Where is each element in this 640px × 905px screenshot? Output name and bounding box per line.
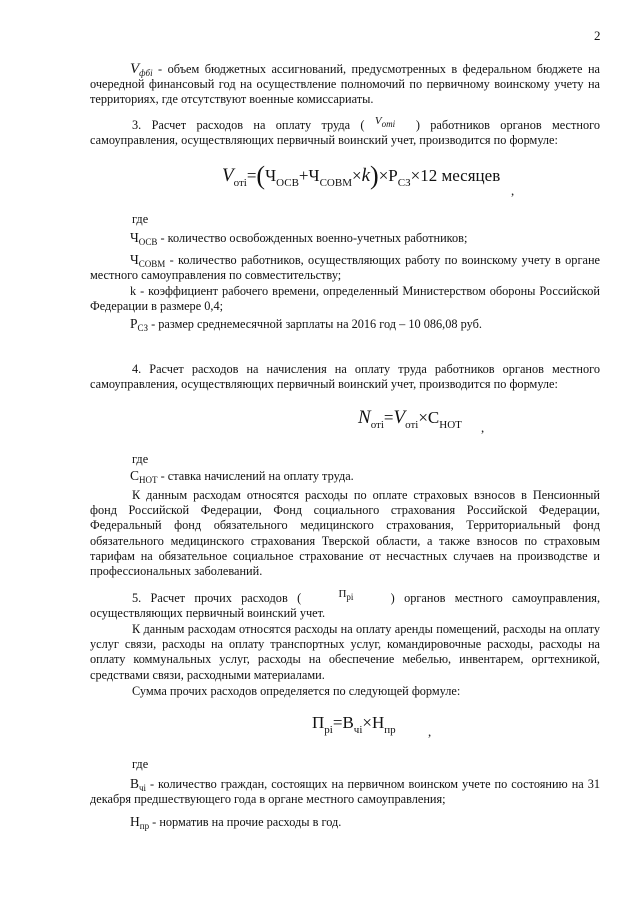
section-4-intro: 4. Расчет расходов на начисления на оплату труда работников органов местного самоуправления, осуществляющих первичный воинский учет, производится по формуле: [90, 362, 600, 392]
symbol-voti: Vотi [374, 115, 396, 129]
definition-b-chi: $В_{чi}$ - количество граждан, состоящих на первичном воинском учете по состоянию на 31 декабря предшествующего года в органе местного самоуправления; [90, 776, 600, 807]
definition-k: k - коэффициент рабочего времени, определенный Министерством обороны Российской Федерации в размере 0,4; [90, 284, 600, 314]
where-label: где [132, 757, 149, 771]
page-number: 2 [594, 28, 601, 43]
definition-r-sz: $Р_{СЗ}$ - размер среднемесячной зарплаты на 2016 год – 10 086,08 руб. [130, 316, 482, 333]
section-4-paragraph: К данным расходам относятся расходы по оплате страховых взносов в Пенсионный фонд Российской Федерации, Фонд социального страхования Российской Федерации, Федеральный фонд обязательного медицинского страхования, Территориальный фонд обязательного медицинского страхования Тверской области, а также взносов по страховым тарифам на обязательное социальное страхование от несчастных случаев на производстве и профессиональных заболеваний. [90, 488, 600, 579]
symbol-pri: Прi [338, 588, 354, 602]
formula-comma: , [428, 724, 432, 739]
formula-comma: , [481, 420, 485, 435]
formula-comma: , [511, 183, 515, 198]
section-5-intro: 5. Расчет прочих расходов ( $^{П_{рi}}$ ) органов местного самоуправления, осуществляющих первичный воинский учет. [90, 588, 601, 621]
section-5-paragraph-2: Сумма прочих расходов определяется по следующей формуле: [132, 684, 461, 698]
section-5-paragraph-1: К данным расходам относятся расходы на оплату аренды помещений, расходы на оплату услуг связи, расходы на оплату транспортных услуг, командировочные расходы, расходы на оплату коммунальных услуг, расходы на обеспечение мебелью, инвентарем, оргтехникой, средствами связи, расходными материалами. [90, 622, 600, 682]
definition-h-pr: $Н_{пр}$ - норматив на прочие расходы в год. [130, 814, 342, 831]
formula-other-costs: $П_{рi}=В_{чi}\times Н_{пр}$ [312, 713, 396, 736]
where-label: где [132, 212, 149, 226]
definition-ch-sovm: $Ч_{СОВМ}$ - количество работников, осуществляющих работу по воинскому учету в органе местного самоуправления по совместительству; [90, 252, 600, 283]
formula-labor-cost: $V_{отi}=(Ч_{ОСВ}+Ч_{СОВМ}\times k)\times Р_{СЗ}\times 12$ месяцев [222, 161, 501, 190]
section-3-intro: 3. Расчет расходов на оплату труда ( $^{V_{отi}}$ ) работников органов местного самоуправления, осуществляющих первичный воинский учет, производится по формуле: [90, 115, 600, 148]
symbol-vfbi: $V_{фбi}$ [130, 61, 153, 78]
definition-vfbi: $V_{фбi}$ - объем бюджетных ассигнований, предусмотренных в федеральном бюджете на очередной финансовый год на осуществление полномочий по первичному воинскому учету на территориях, где отсутствуют военные комиссариаты. [90, 61, 600, 107]
where-label: где [132, 452, 149, 466]
definition-ch-osv: $Ч_{ОСВ}$ - количество освобожденных военно-учетных работников; [130, 230, 468, 247]
definition-c-not: $С_{НОТ}$ - ставка начислений на оплату труда. [130, 468, 354, 485]
formula-charges: $N_{отi}=V_{отi}\times С_{НОТ}$ [358, 407, 462, 431]
